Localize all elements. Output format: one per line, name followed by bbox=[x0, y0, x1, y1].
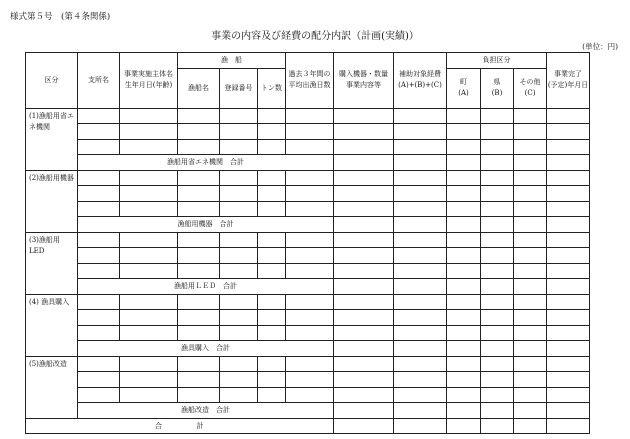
data-cell[interactable] bbox=[481, 232, 514, 248]
data-cell[interactable] bbox=[547, 186, 590, 202]
data-cell[interactable] bbox=[78, 294, 120, 310]
data-cell[interactable] bbox=[447, 232, 481, 248]
data-cell[interactable] bbox=[286, 294, 334, 310]
data-cell[interactable] bbox=[220, 108, 258, 124]
data-cell[interactable] bbox=[334, 294, 394, 310]
data-cell[interactable] bbox=[514, 310, 547, 326]
total-label bbox=[26, 418, 334, 434]
data-cell[interactable] bbox=[286, 263, 334, 279]
data-cell[interactable] bbox=[220, 294, 258, 310]
data-cell[interactable] bbox=[547, 248, 590, 264]
data-cell[interactable] bbox=[334, 170, 394, 186]
total-cell[interactable] bbox=[514, 418, 547, 434]
subtotal-cell[interactable] bbox=[547, 341, 590, 357]
data-cell[interactable] bbox=[120, 263, 178, 279]
data-cell[interactable] bbox=[78, 387, 120, 403]
data-cell[interactable] bbox=[514, 263, 547, 279]
data-cell[interactable] bbox=[220, 139, 258, 155]
data-cell[interactable] bbox=[120, 232, 178, 248]
table-row bbox=[26, 108, 590, 124]
data-cell[interactable] bbox=[78, 248, 120, 264]
data-cell[interactable] bbox=[258, 232, 286, 248]
data-cell[interactable] bbox=[481, 201, 514, 217]
data-cell[interactable] bbox=[334, 248, 394, 264]
equipment-header bbox=[334, 53, 394, 109]
data-cell[interactable] bbox=[258, 139, 286, 155]
data-cell[interactable] bbox=[481, 372, 514, 388]
data-cell[interactable] bbox=[334, 232, 394, 248]
table-row bbox=[26, 263, 590, 279]
total-cell[interactable] bbox=[481, 418, 514, 434]
avg-days-header-line1: 過去３年間の bbox=[288, 70, 331, 79]
prefecture-header-code: (B) bbox=[491, 89, 503, 97]
subtotal-cell[interactable] bbox=[394, 403, 447, 419]
table-row bbox=[26, 186, 590, 202]
data-cell[interactable] bbox=[394, 201, 447, 217]
registration-no-header: 登録番号 bbox=[220, 68, 258, 108]
data-cell[interactable] bbox=[120, 356, 178, 372]
tonnage-header: トン数 bbox=[258, 68, 286, 108]
subtotal-cell[interactable] bbox=[514, 403, 547, 419]
data-cell[interactable] bbox=[286, 372, 334, 388]
data-cell[interactable] bbox=[286, 108, 334, 124]
branch-header: 支所名 bbox=[78, 53, 120, 109]
data-cell[interactable] bbox=[447, 372, 481, 388]
data-cell[interactable] bbox=[447, 294, 481, 310]
data-cell[interactable] bbox=[481, 186, 514, 202]
subtotal-cell[interactable] bbox=[447, 341, 481, 357]
data-cell[interactable] bbox=[481, 356, 514, 372]
data-cell[interactable] bbox=[120, 186, 178, 202]
data-cell[interactable] bbox=[334, 124, 394, 140]
data-cell[interactable] bbox=[178, 263, 220, 279]
data-cell[interactable] bbox=[220, 372, 258, 388]
category-cell bbox=[26, 170, 78, 232]
table-row bbox=[26, 387, 590, 403]
category-label-cont: ネ機関 bbox=[29, 122, 50, 131]
data-cell[interactable] bbox=[286, 387, 334, 403]
data-cell[interactable] bbox=[220, 248, 258, 264]
category-label: (4) 漁具購入 bbox=[29, 297, 70, 306]
data-cell[interactable] bbox=[78, 310, 120, 326]
subtotal-cell[interactable] bbox=[481, 155, 514, 171]
data-cell[interactable] bbox=[394, 387, 447, 403]
data-cell[interactable] bbox=[220, 356, 258, 372]
data-cell[interactable] bbox=[286, 186, 334, 202]
data-cell[interactable] bbox=[514, 387, 547, 403]
data-cell[interactable] bbox=[547, 294, 590, 310]
data-cell[interactable] bbox=[286, 170, 334, 186]
data-cell[interactable] bbox=[514, 186, 547, 202]
data-cell[interactable] bbox=[334, 139, 394, 155]
data-cell[interactable] bbox=[178, 108, 220, 124]
data-cell[interactable] bbox=[258, 325, 286, 341]
data-cell[interactable] bbox=[78, 356, 120, 372]
data-cell[interactable] bbox=[120, 248, 178, 264]
implementer-header bbox=[120, 53, 178, 109]
form-number: 様式第５号 (第４条関係) bbox=[10, 12, 111, 22]
data-cell[interactable] bbox=[334, 201, 394, 217]
data-cell[interactable] bbox=[447, 201, 481, 217]
page-title: 事業の内容及び経費の配分内訳（計画(実績)） bbox=[211, 31, 419, 42]
data-cell[interactable] bbox=[334, 387, 394, 403]
data-cell[interactable] bbox=[178, 139, 220, 155]
data-cell[interactable] bbox=[120, 108, 178, 124]
data-cell[interactable] bbox=[394, 263, 447, 279]
data-cell[interactable] bbox=[481, 108, 514, 124]
data-cell[interactable] bbox=[547, 372, 590, 388]
data-cell[interactable] bbox=[178, 310, 220, 326]
category-cell bbox=[26, 294, 78, 356]
data-cell[interactable] bbox=[514, 124, 547, 140]
data-cell[interactable] bbox=[220, 263, 258, 279]
data-cell[interactable] bbox=[394, 186, 447, 202]
subtotal-cell[interactable] bbox=[447, 403, 481, 419]
data-cell[interactable] bbox=[120, 139, 178, 155]
data-cell[interactable] bbox=[547, 310, 590, 326]
data-cell[interactable] bbox=[258, 310, 286, 326]
data-cell[interactable] bbox=[394, 356, 447, 372]
data-cell[interactable] bbox=[334, 356, 394, 372]
other-header bbox=[514, 68, 547, 108]
data-cell[interactable] bbox=[394, 310, 447, 326]
burden-group-header: 負担区分 bbox=[447, 53, 547, 69]
prefecture-header bbox=[481, 68, 514, 108]
data-cell[interactable] bbox=[78, 232, 120, 248]
data-cell[interactable] bbox=[514, 372, 547, 388]
subtotal-cell[interactable] bbox=[334, 155, 394, 171]
data-cell[interactable] bbox=[286, 248, 334, 264]
data-cell[interactable] bbox=[447, 170, 481, 186]
data-cell[interactable] bbox=[334, 108, 394, 124]
data-cell[interactable] bbox=[547, 201, 590, 217]
data-cell[interactable] bbox=[481, 170, 514, 186]
table-row bbox=[26, 124, 590, 140]
data-cell[interactable] bbox=[447, 263, 481, 279]
data-cell[interactable] bbox=[120, 372, 178, 388]
data-cell[interactable] bbox=[447, 325, 481, 341]
data-cell[interactable] bbox=[547, 124, 590, 140]
data-cell[interactable] bbox=[78, 170, 120, 186]
data-cell[interactable] bbox=[220, 387, 258, 403]
total-cell[interactable] bbox=[547, 418, 590, 434]
data-cell[interactable] bbox=[514, 294, 547, 310]
category-label: (3)漁船用LED bbox=[29, 235, 60, 255]
data-cell[interactable] bbox=[258, 170, 286, 186]
vessel-group-header: 漁 船 bbox=[178, 53, 286, 69]
other-header-label: その他 bbox=[519, 78, 541, 87]
subtotal-cell[interactable] bbox=[514, 217, 547, 233]
data-cell[interactable] bbox=[547, 232, 590, 248]
data-cell[interactable] bbox=[220, 232, 258, 248]
data-cell[interactable] bbox=[447, 387, 481, 403]
data-cell[interactable] bbox=[78, 372, 120, 388]
subtotal-cell[interactable] bbox=[394, 155, 447, 171]
data-cell[interactable] bbox=[334, 263, 394, 279]
table-row bbox=[26, 325, 590, 341]
data-cell[interactable] bbox=[178, 387, 220, 403]
subtotal-row bbox=[26, 217, 590, 233]
subsidy-header-line2: (A)+(B)+(C) bbox=[398, 81, 442, 90]
subtotal-cell[interactable] bbox=[334, 217, 394, 233]
data-cell[interactable] bbox=[78, 139, 120, 155]
table-row bbox=[26, 356, 590, 372]
category-header: 区分 bbox=[26, 53, 78, 109]
data-cell[interactable] bbox=[514, 248, 547, 264]
data-cell[interactable] bbox=[220, 325, 258, 341]
subtotal-cell[interactable] bbox=[334, 341, 394, 357]
data-cell[interactable] bbox=[514, 356, 547, 372]
data-cell[interactable] bbox=[481, 124, 514, 140]
data-cell[interactable] bbox=[394, 372, 447, 388]
table-row bbox=[26, 294, 590, 310]
total-row bbox=[26, 418, 590, 434]
data-cell[interactable] bbox=[447, 124, 481, 140]
data-cell[interactable] bbox=[447, 356, 481, 372]
data-cell[interactable] bbox=[120, 310, 178, 326]
header-row-1 bbox=[26, 53, 590, 69]
data-cell[interactable] bbox=[394, 325, 447, 341]
data-cell[interactable] bbox=[447, 248, 481, 264]
subtotal-row bbox=[26, 403, 590, 419]
data-cell[interactable] bbox=[286, 139, 334, 155]
category-cell bbox=[26, 356, 78, 418]
data-cell[interactable] bbox=[178, 201, 220, 217]
budget-allocation-table bbox=[25, 52, 590, 434]
data-cell[interactable] bbox=[258, 186, 286, 202]
subtotal-label: 漁船改造 合計 bbox=[78, 403, 334, 419]
subtotal-row bbox=[26, 155, 590, 171]
data-cell[interactable] bbox=[78, 263, 120, 279]
data-cell[interactable] bbox=[178, 356, 220, 372]
data-cell[interactable] bbox=[178, 248, 220, 264]
data-cell[interactable] bbox=[120, 201, 178, 217]
data-cell[interactable] bbox=[547, 325, 590, 341]
category-cell bbox=[26, 108, 78, 170]
subtotal-label: 漁船用機器 合計 bbox=[78, 217, 334, 233]
data-cell[interactable] bbox=[120, 387, 178, 403]
town-header-code: (A) bbox=[458, 89, 469, 97]
subtotal-cell[interactable] bbox=[481, 341, 514, 357]
subtotal-cell[interactable] bbox=[394, 217, 447, 233]
data-cell[interactable] bbox=[120, 325, 178, 341]
data-cell[interactable] bbox=[258, 124, 286, 140]
subtotal-cell[interactable] bbox=[547, 279, 590, 295]
subtotal-cell[interactable] bbox=[514, 279, 547, 295]
subtotal-cell[interactable] bbox=[481, 403, 514, 419]
subtotal-cell[interactable] bbox=[481, 217, 514, 233]
subtotal-label: 漁船用ＬＥＤ 合計 bbox=[78, 279, 334, 295]
table-row bbox=[26, 232, 590, 248]
data-cell[interactable] bbox=[258, 201, 286, 217]
data-cell[interactable] bbox=[78, 201, 120, 217]
data-cell[interactable] bbox=[394, 294, 447, 310]
data-cell[interactable] bbox=[481, 263, 514, 279]
data-cell[interactable] bbox=[481, 387, 514, 403]
data-cell[interactable] bbox=[120, 170, 178, 186]
data-cell[interactable] bbox=[220, 124, 258, 140]
subtotal-cell[interactable] bbox=[481, 279, 514, 295]
subtotal-cell[interactable] bbox=[547, 217, 590, 233]
data-cell[interactable] bbox=[514, 139, 547, 155]
town-header-label: 町 bbox=[460, 78, 468, 87]
completion-header-line1: 事業完了 bbox=[554, 70, 583, 79]
data-cell[interactable] bbox=[547, 263, 590, 279]
subtotal-row bbox=[26, 341, 590, 357]
data-cell[interactable] bbox=[394, 124, 447, 140]
data-cell[interactable] bbox=[481, 248, 514, 264]
data-cell[interactable] bbox=[394, 232, 447, 248]
subtotal-row bbox=[26, 279, 590, 295]
subtotal-cell[interactable] bbox=[447, 217, 481, 233]
data-cell[interactable] bbox=[286, 232, 334, 248]
category-cell bbox=[26, 232, 78, 294]
data-cell[interactable] bbox=[447, 310, 481, 326]
prefecture-header-label: 県 bbox=[493, 78, 501, 87]
data-cell[interactable] bbox=[447, 186, 481, 202]
subtotal-label: 漁船用省エネ機関 合計 bbox=[78, 155, 334, 171]
completion-header bbox=[547, 53, 590, 109]
data-cell[interactable] bbox=[481, 294, 514, 310]
data-cell[interactable] bbox=[258, 248, 286, 264]
data-cell[interactable] bbox=[178, 325, 220, 341]
table-row bbox=[26, 170, 590, 186]
data-cell[interactable] bbox=[547, 139, 590, 155]
data-cell[interactable] bbox=[481, 139, 514, 155]
data-cell[interactable] bbox=[178, 294, 220, 310]
completion-header-line2: (予定)年月日 bbox=[547, 81, 589, 90]
data-cell[interactable] bbox=[481, 310, 514, 326]
avg-days-header-line2: 平均出漁日数 bbox=[288, 81, 331, 90]
data-cell[interactable] bbox=[334, 325, 394, 341]
data-cell[interactable] bbox=[394, 139, 447, 155]
total-label-right: 計 bbox=[196, 421, 204, 430]
data-cell[interactable] bbox=[286, 310, 334, 326]
data-cell[interactable] bbox=[120, 294, 178, 310]
data-cell[interactable] bbox=[447, 108, 481, 124]
data-cell[interactable] bbox=[286, 356, 334, 372]
total-label-left: 合 bbox=[155, 421, 163, 430]
total-cell[interactable] bbox=[447, 418, 481, 434]
data-cell[interactable] bbox=[120, 124, 178, 140]
data-cell[interactable] bbox=[514, 108, 547, 124]
data-cell[interactable] bbox=[286, 124, 334, 140]
data-cell[interactable] bbox=[78, 186, 120, 202]
equipment-header-line1: 購入機器・数量 bbox=[339, 70, 389, 79]
subtotal-cell[interactable] bbox=[514, 155, 547, 171]
data-cell[interactable] bbox=[447, 139, 481, 155]
data-cell[interactable] bbox=[220, 170, 258, 186]
subtotal-cell[interactable] bbox=[514, 341, 547, 357]
data-cell[interactable] bbox=[547, 170, 590, 186]
data-cell[interactable] bbox=[178, 170, 220, 186]
data-cell[interactable] bbox=[514, 232, 547, 248]
data-cell[interactable] bbox=[514, 201, 547, 217]
data-cell[interactable] bbox=[258, 263, 286, 279]
data-cell[interactable] bbox=[481, 325, 514, 341]
category-label: (2)漁船用機器 bbox=[29, 173, 74, 182]
data-cell[interactable] bbox=[258, 356, 286, 372]
table-row bbox=[26, 372, 590, 388]
data-cell[interactable] bbox=[286, 325, 334, 341]
data-cell[interactable] bbox=[258, 294, 286, 310]
category-label: (1)漁船用省エ bbox=[29, 111, 74, 120]
avg-days-header bbox=[286, 53, 334, 109]
category-label: (5)漁船改造 bbox=[29, 359, 67, 368]
table-row bbox=[26, 310, 590, 326]
data-cell[interactable] bbox=[258, 108, 286, 124]
implementer-header-line2: 生年月日(年齢) bbox=[124, 81, 173, 90]
table-row bbox=[26, 139, 590, 155]
table-row bbox=[26, 248, 590, 264]
subtotal-cell[interactable] bbox=[334, 403, 394, 419]
data-cell[interactable] bbox=[547, 108, 590, 124]
implementer-header-line1: 事業実施主体名 bbox=[124, 70, 173, 79]
data-cell[interactable] bbox=[286, 201, 334, 217]
data-cell[interactable] bbox=[514, 170, 547, 186]
town-header bbox=[447, 68, 481, 108]
subsidy-header bbox=[394, 53, 447, 109]
vessel-name-header: 漁船名 bbox=[178, 68, 220, 108]
data-cell[interactable] bbox=[394, 170, 447, 186]
unit-label: (単位：円) bbox=[582, 42, 618, 51]
data-cell[interactable] bbox=[220, 201, 258, 217]
data-cell[interactable] bbox=[178, 186, 220, 202]
data-cell[interactable] bbox=[258, 387, 286, 403]
data-cell[interactable] bbox=[334, 310, 394, 326]
data-cell[interactable] bbox=[334, 186, 394, 202]
subsidy-header-line1: 補助対象経費 bbox=[399, 70, 442, 79]
total-cell[interactable] bbox=[394, 418, 447, 434]
subtotal-cell[interactable] bbox=[334, 279, 394, 295]
data-cell[interactable] bbox=[334, 372, 394, 388]
subtotal-cell[interactable] bbox=[447, 155, 481, 171]
data-cell[interactable] bbox=[547, 356, 590, 372]
other-header-code: (C) bbox=[524, 89, 536, 97]
subtotal-cell[interactable] bbox=[547, 403, 590, 419]
data-cell[interactable] bbox=[78, 325, 120, 341]
data-cell[interactable] bbox=[220, 186, 258, 202]
data-cell[interactable] bbox=[178, 232, 220, 248]
data-cell[interactable] bbox=[178, 372, 220, 388]
data-cell[interactable] bbox=[78, 124, 120, 140]
data-cell[interactable] bbox=[78, 108, 120, 124]
subtotal-cell[interactable] bbox=[394, 341, 447, 357]
subtotal-label: 漁具購入 合計 bbox=[78, 341, 334, 357]
subtotal-cell[interactable] bbox=[547, 155, 590, 171]
equipment-header-line2: 事業内容等 bbox=[346, 81, 382, 90]
data-cell[interactable] bbox=[394, 248, 447, 264]
data-cell[interactable] bbox=[547, 387, 590, 403]
data-cell[interactable] bbox=[178, 124, 220, 140]
subtotal-cell[interactable] bbox=[447, 279, 481, 295]
data-cell[interactable] bbox=[220, 310, 258, 326]
data-cell[interactable] bbox=[394, 108, 447, 124]
table-row bbox=[26, 201, 590, 217]
total-cell[interactable] bbox=[334, 418, 394, 434]
data-cell[interactable] bbox=[258, 372, 286, 388]
subtotal-cell[interactable] bbox=[394, 279, 447, 295]
data-cell[interactable] bbox=[514, 325, 547, 341]
